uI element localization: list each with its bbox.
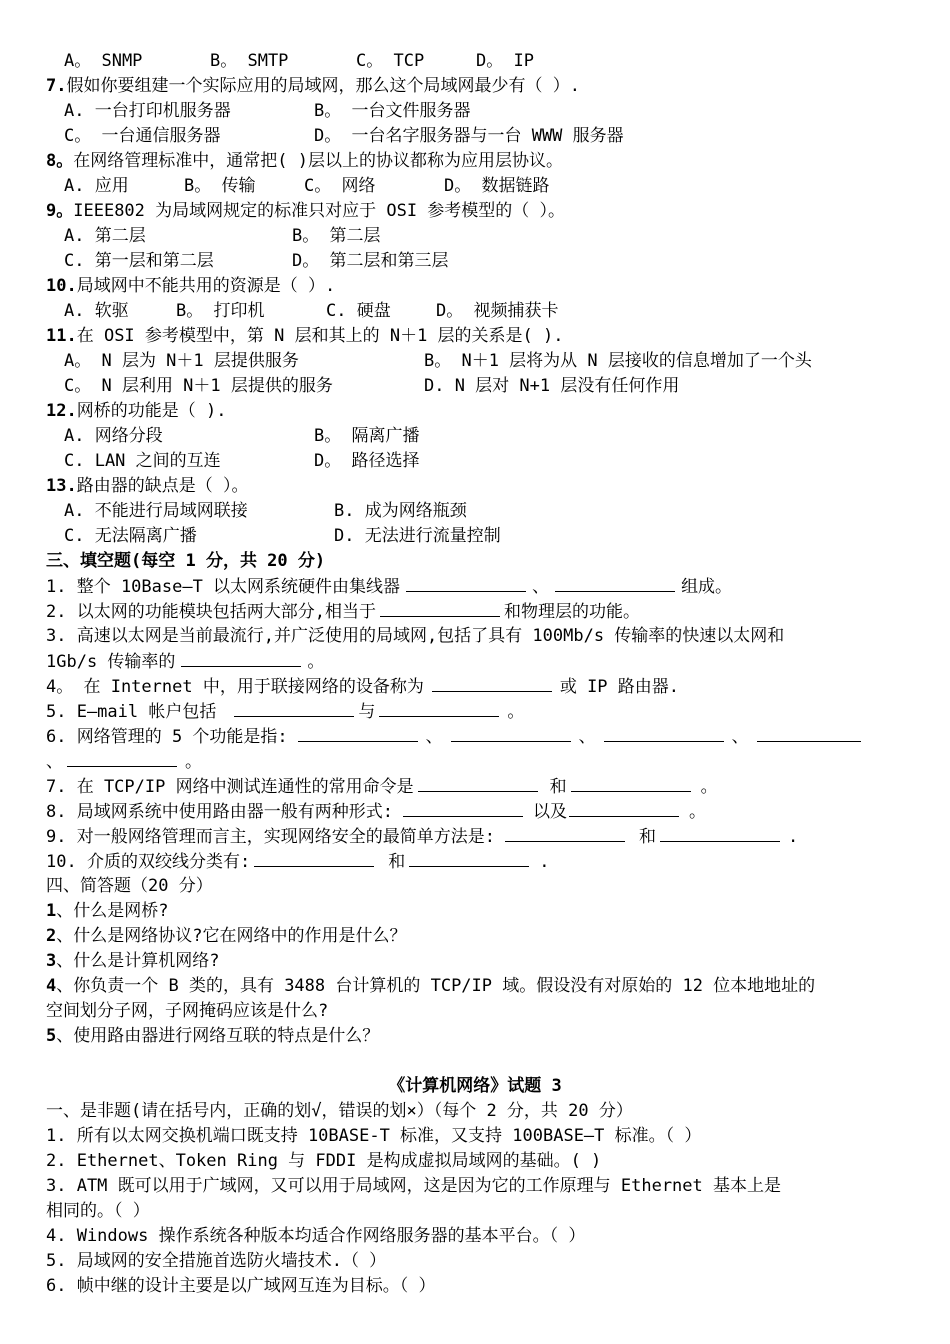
fill-text: 9. 对一般网络管理而言主，实现网络安全的最简单方法是: [46,827,495,847]
fill-item-1 [46,574,910,599]
q11-options-row2 [64,374,910,399]
fill-text: 10. 介质的双绞线分类有: [46,852,251,872]
answer-blank[interactable] [380,599,500,617]
fill-item-6 [46,724,910,749]
q10-options [64,299,910,324]
fill-text: 8. 局域网系统中使用路由器一般有两种形式: [46,802,393,822]
option-d: D。 第二层和第三层 [292,251,449,271]
tf-question-3-cont: 相同的。（ ） [46,1201,150,1221]
fill-ending: 。 [185,752,202,772]
option-c: C。 TCP [356,51,425,71]
option-a: A。 N 层为 N＋1 层提供服务 [64,351,299,371]
answer-blank[interactable] [403,799,523,817]
fill-ending: 。 [307,652,325,672]
fill-text: 3. 高速以太网是当前最流行,并广泛使用的局域网,包括了具有 100Mb/s 传输率的快速以太网和 [46,626,785,646]
answer-blank[interactable] [418,774,538,792]
option-a: A. 不能进行局域网联接 [64,501,248,521]
question-number: 10. [46,276,77,296]
option-c: C. LAN 之间的互连 [64,451,221,471]
option-c: C. 第一层和第二层 [64,251,214,271]
question-text: 网桥的功能是（ ). [76,401,227,421]
question-number: 11. [46,326,77,346]
option-c: C. 无法隔离广播 [64,526,197,546]
tf-question-2: 2. Ethernet、Token Ring 与 FDDI 是构成虚拟局域网的基础。( ) [46,1151,602,1171]
fill-text: 5. E—mail 帐户包括 [46,702,217,722]
q8-options [64,174,910,199]
fill-text: 2. 以太网的功能模块包括两大部分,相当于 [46,602,376,622]
fill-separator: 、 [578,727,596,747]
answer-blank[interactable] [254,849,374,867]
answer-blank[interactable] [757,724,861,742]
fill-text: 7. 在 TCP/IP 网络中测试连通性的常用命令是 [46,777,414,797]
answer-blank[interactable] [432,674,552,692]
fill-text: 1Gb/s 传输率的 [46,652,176,672]
q12-options-row2 [64,449,910,474]
section-title: 四、简答题（20 分） [46,876,213,896]
q9-options-row1 [64,224,910,249]
question-number: 9。 [46,201,74,221]
tf-question-4: 4. Windows 操作系统各种版本均适合作网络服务器的基本平台。（ ） [46,1226,586,1246]
fill-item-2 [46,599,910,624]
q12-options-row1 [64,424,910,449]
answer-blank[interactable] [67,749,177,767]
question-number: 5 [46,1026,57,1046]
fill-separator: 、 [46,752,63,772]
section-title: 三、填空题(每空 1 分，共 20 分) [46,551,326,571]
answer-blank[interactable] [571,774,691,792]
q13-options-row1 [64,499,910,524]
option-c: C。 一台通信服务器 [64,126,221,146]
question-7 [46,74,910,99]
question-number: 13. [46,476,77,496]
answer-blank[interactable] [181,649,301,667]
answer-blank[interactable] [660,824,780,842]
question-number: 8。 [46,151,74,171]
question-9 [46,199,910,224]
option-c: C。 N 层利用 N＋1 层提供的服务 [64,376,333,396]
question-number: 4 [46,976,57,996]
answer-blank[interactable] [298,724,418,742]
question-text: 、你负责一个 B 类的，具有 3488 台计算机的 TCP/IP 域。假设没有对原始的 12 位本地地址的 [56,976,816,996]
option-c: C. 硬盘 [326,301,391,321]
question-text: 、什么是网络协议?它在网络中的作用是什么？ [56,926,407,946]
fill-ending: 和物理层的功能。 [503,602,640,622]
option-b: B。 隔离广播 [314,426,420,446]
short-question-4 [46,974,910,999]
answer-blank[interactable] [505,824,625,842]
answer-blank[interactable] [604,724,724,742]
short-question-5 [46,1024,910,1049]
question-8 [46,149,910,174]
fill-item-3 [46,624,910,649]
fill-separator: 、 [425,727,443,747]
option-a: A. 软驱 [64,301,129,321]
section-title: 一、是非题(请在括号内，正确的划√，错误的划×）（每个 2 分，共 20 分） [46,1101,633,1121]
option-d: D。 一台名字服务器与一台 WWW 服务器 [314,126,624,146]
fill-ending: 或 IP 路由器. [559,677,680,697]
question-number: 7. [46,76,67,96]
option-b: B。 传输 [184,176,256,196]
fill-separator: 、 [731,727,749,747]
answer-blank[interactable] [569,799,679,817]
option-b: B。 N＋1 层将为从 N 层接收的信息增加了一个头 [424,351,812,371]
answer-blank[interactable] [409,849,529,867]
option-a: A. 应用 [64,176,129,196]
fill-item-4 [46,674,910,699]
fill-item-7 [46,774,910,799]
fill-connector: 以及 [532,802,567,822]
fill-item-9 [46,824,910,849]
option-b: B。 第二层 [292,226,381,246]
question-number: 12. [46,401,77,421]
question-11 [46,324,910,349]
fill-connector: 和 [388,852,406,872]
exam-title: 《计算机网络》试题 3 [388,1076,562,1096]
question-text: 假如你要组建一个实际应用的局域网，那么这个局域网最少有（ ）. [66,76,580,96]
tf-question-1: 1. 所有以太网交换机端口既支持 10BASE-T 标准，又支持 100BASE—T 标准。（ ） [46,1126,702,1146]
tf-question-3: 3. ATM 既可以用于广域网，又可以用于局域网，这是因为它的工作原理与 Ethernet 基本上是 [46,1176,781,1196]
option-b: B。 打印机 [176,301,265,321]
fill-ending: . [787,827,799,847]
option-d: D。 路径选择 [314,451,420,471]
fill-ending: 。 [688,802,706,822]
fill-item-8 [46,799,910,824]
short-question-1 [46,899,910,924]
fill-connector: 与 [358,702,376,722]
answer-blank[interactable] [555,574,675,592]
question-10 [46,274,910,299]
answer-blank[interactable] [406,574,526,592]
fill-connector: 和 [638,827,656,847]
fill-item-10 [46,849,910,874]
fill-text: 4。 在 Internet 中，用于联接网络的设备称为 [46,677,424,697]
option-b: B。 一台文件服务器 [314,101,471,121]
tf-question-5: 5. 局域网的安全措施首选防火墙技术.（ ） [46,1251,387,1271]
option-d: D。 视频捕获卡 [436,301,559,321]
short-question-4-cont: 空间划分子网，子网掩码应该是什么? [46,1001,329,1021]
option-c: C。 网络 [304,176,376,196]
answer-blank[interactable] [451,724,571,742]
short-question-2 [46,924,910,949]
fill-text: 6. 网络管理的 5 个功能是指: [46,727,288,747]
question-number: 3 [46,951,57,971]
option-a: A. 第二层 [64,226,146,246]
fill-ending: . [539,852,550,872]
fill-connector: 和 [549,777,567,797]
question-text: 路由器的缺点是（ ）。 [76,476,249,496]
question-12 [46,399,910,424]
question-text: 局域网中不能共用的资源是（ ）. [76,276,336,296]
option-b: B。 SMTP [210,51,289,71]
question-number: 2 [46,926,57,946]
option-a: A. 网络分段 [64,426,163,446]
fill-ending: 。 [700,777,718,797]
q13-options-row2 [64,524,910,549]
question-text: 、什么是网桥? [56,901,169,921]
question-text: IEEE802 为局域网规定的标准只对应于 OSI 参考模型的（ ）。 [73,201,566,221]
question-number: 1 [46,901,57,921]
fill-item-6-cont [46,749,910,774]
option-b: B. 成为网络瓶颈 [334,501,467,521]
q6-options [64,49,910,74]
answer-blank[interactable] [234,699,354,717]
option-d: D。 IP [476,51,534,71]
q11-options-row1 [64,349,910,374]
question-13 [46,474,910,499]
short-question-3 [46,949,910,974]
option-a: A. 一台打印机服务器 [64,101,231,121]
tf-question-6: 6. 帧中继的设计主要是以广域网互连为目标。（ ） [46,1276,436,1296]
fill-ending: 组成。 [681,577,733,597]
q7-options-row1 [64,99,910,124]
answer-blank[interactable] [379,699,499,717]
question-text: 在 OSI 参考模型中，第 N 层和其上的 N＋1 层的关系是( ). [76,326,564,346]
question-text: 在网络管理标准中，通常把( )层以上的协议都称为应用层协议。 [73,151,563,171]
q9-options-row2 [64,249,910,274]
q7-options-row2 [64,124,910,149]
fill-item-5 [46,699,910,724]
fill-separator: 、 [532,577,550,597]
question-text: 、什么是计算机网络? [56,951,220,971]
option-d: D。 数据链路 [444,176,550,196]
fill-text: 1. 整个 10Base—T 以太网系统硬件由集线器 [46,577,401,597]
fill-ending: 。 [507,702,525,722]
fill-item-3-cont [46,649,910,674]
option-a: A。 SNMP [64,51,143,71]
option-d: D. N 层对 N+1 层没有任何作用 [424,376,680,396]
question-text: 、使用路由器进行网络互联的特点是什么？ [56,1026,380,1046]
option-d: D. 无法进行流量控制 [334,526,501,546]
